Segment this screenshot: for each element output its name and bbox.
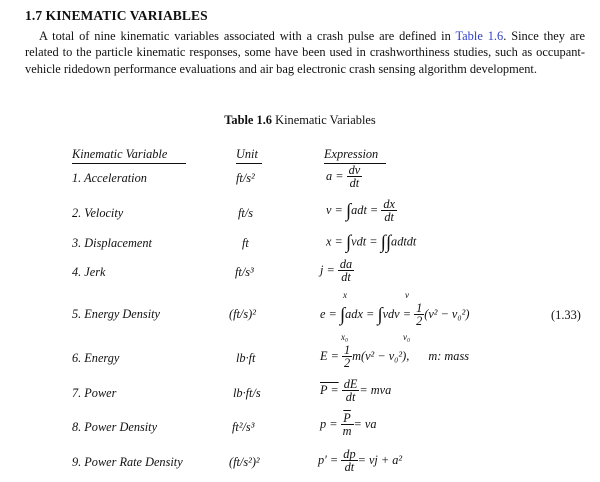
row-name-energy: 6. Energy [72, 351, 120, 365]
expr-denominator: dt [344, 460, 355, 474]
expr-lhs: v = [326, 202, 343, 217]
header-kinematic-variable: Kinematic Variable [72, 147, 168, 161]
row-name-power-density: 8. Power Density [72, 420, 158, 434]
expr-lhs: x = [326, 234, 343, 249]
expression-velocity [326, 198, 397, 224]
expr-denominator: dt [349, 176, 360, 190]
row-unit-energy-density: (ft/s)² [229, 307, 256, 321]
expr-integral-2: vdv = [382, 306, 412, 321]
expr-numerator: $\overline{P}$ [341, 412, 354, 425]
header-underline-variable [72, 163, 186, 164]
expr-denominator: 2 [343, 356, 351, 370]
row-name-power-rate-density: 9. Power Rate Density [72, 455, 183, 469]
expr-fraction [342, 378, 360, 404]
expr-half [342, 344, 352, 370]
row-unit-power-density: ft²/s³ [232, 420, 255, 434]
expr-numerator: 1 [343, 343, 351, 357]
expression-power [320, 378, 391, 404]
lower-limit-v0: v₀ [403, 332, 411, 342]
expr-denominator: dt [345, 390, 356, 404]
equation-number: (1.33) [551, 308, 581, 322]
paragraph-text-1: A total of nine kinematic variables associated with a crash pulse are defined in [39, 29, 456, 43]
expr-numerator: 1 [416, 301, 423, 315]
double-integral-sign: ∫∫ [380, 232, 392, 253]
expr-numerator: dp [343, 447, 356, 461]
expr-numerator: dv [348, 163, 361, 177]
table-reference-link[interactable]: Table 1.6 [455, 29, 504, 43]
expression-power-rate-density [318, 448, 402, 474]
expr-fraction [381, 198, 397, 224]
expr-fraction [341, 448, 357, 474]
row-name-energy-density: 5. Energy Density [72, 307, 160, 321]
expr-tail: m(v² − v₀²), [352, 348, 410, 363]
expr-lhs: E = [320, 348, 339, 363]
expr-middle: vdt = [351, 234, 378, 249]
expr-tail: = va [353, 416, 377, 431]
integral-sign: ∫ [339, 304, 346, 326]
integral-sign: ∫ [345, 232, 352, 253]
expr-lhs: a = [326, 168, 344, 183]
row-unit-jerk: ft/s³ [235, 265, 254, 279]
intro-paragraph [25, 28, 585, 77]
row-name-displacement: 3. Displacement [72, 236, 152, 250]
expr-denominator: 2 [416, 314, 423, 328]
expr-tail: adtdt [391, 234, 417, 249]
upper-limit-x: x [343, 290, 347, 300]
row-name-jerk: 4. Jerk [72, 265, 106, 279]
table-label: Table 1.6 [224, 113, 273, 127]
expr-numerator: dx [383, 197, 395, 211]
expr-numerator: da [339, 257, 353, 271]
expression-power-density [320, 412, 376, 438]
expr-numerator: dE [343, 377, 358, 391]
expr-fraction [347, 164, 363, 190]
expression-energy-density [320, 290, 550, 342]
row-unit-acceleration: ft/s² [236, 171, 255, 185]
row-name-power: 7. Power [72, 386, 117, 400]
expr-lhs: p′ = [318, 452, 339, 467]
expr-integral-1: adx = [345, 306, 375, 321]
expr-denominator: dt [341, 270, 351, 284]
expression-displacement [326, 233, 416, 252]
expr-half [414, 302, 424, 328]
expr-lhs: p = [320, 416, 338, 431]
expr-denominator: dt [384, 210, 394, 224]
header-underline-unit [236, 163, 262, 164]
table-title: Kinematic Variables [275, 113, 376, 127]
header-unit: Unit [236, 147, 258, 161]
integral-sign: ∫ [377, 304, 383, 326]
expr-tail: = mva [359, 382, 392, 397]
expr-fraction [341, 412, 354, 438]
expr-tail: = vj + a² [357, 452, 403, 467]
lower-limit-x0: x₀ [341, 332, 349, 342]
expression-jerk [320, 258, 354, 284]
expr-lhs: j = [320, 262, 335, 277]
header-expression: Expression [324, 147, 379, 161]
upper-limit-v: v [405, 290, 409, 300]
expr-middle: adt = [351, 202, 379, 217]
row-name-acceleration: 1. Acceleration [72, 171, 147, 185]
row-name-velocity: 2. Velocity [72, 206, 124, 220]
integral-sign: ∫ [345, 200, 352, 222]
expr-tail: (v² − v₀²) [424, 306, 470, 321]
table-caption [0, 113, 600, 128]
expr-denominator: m [342, 424, 352, 438]
expr-lhs: e = [320, 306, 337, 321]
mass-note: m: mass [428, 348, 470, 363]
paragraph-text-2: . Since they are related to the particle kinematic responses, some have been used in crashworthiness studies, such as occupant-vehicle ridedown performance evaluations and air bag electronic crash sensing algorithm development. [25, 29, 585, 76]
row-unit-energy: lb·ft [236, 351, 256, 365]
expr-lhs: P = [320, 382, 339, 397]
section-heading: 1.7 KINEMATIC VARIABLES [25, 8, 208, 23]
expression-acceleration [326, 164, 362, 190]
row-unit-power-rate-density: (ft/s²)² [229, 455, 260, 469]
expr-fraction [338, 258, 354, 284]
row-unit-power: lb·ft/s [233, 386, 261, 400]
row-unit-displacement: ft [242, 236, 249, 250]
expression-energy [320, 344, 469, 370]
row-unit-velocity: ft/s [238, 206, 254, 220]
